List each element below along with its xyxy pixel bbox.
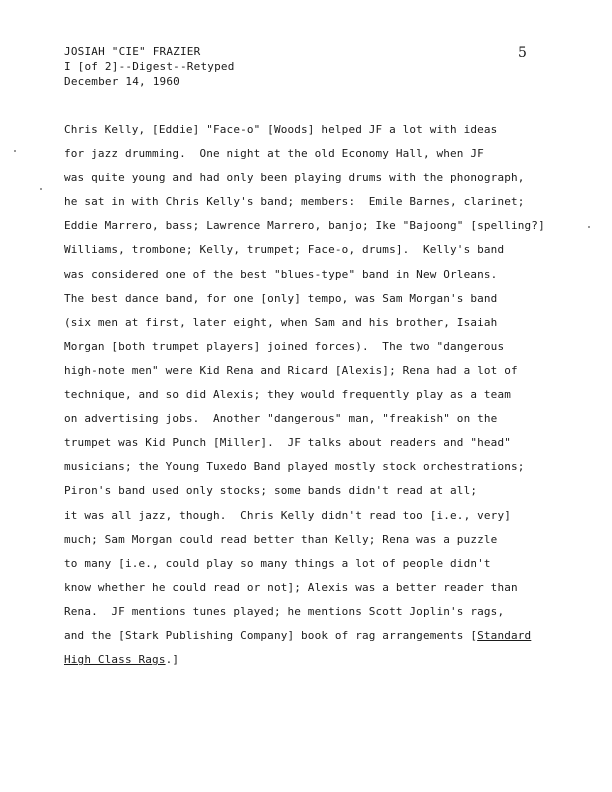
- body-line: for jazz drumming. One night at the old Economy Hall, when JF: [64, 147, 484, 161]
- body-line: he sat in with Chris Kelly's band; members: Emile Barnes, clarinet;: [64, 195, 525, 209]
- underlined-book-title: Standard: [477, 628, 532, 642]
- body-line-text: .]: [165, 653, 180, 667]
- body-line: to many [i.e., could play so many things a lot of people didn't: [64, 556, 491, 570]
- body-line: technique, and so did Alexis; they would frequently play as a team: [64, 388, 511, 402]
- reel-info: I [of 2]--Digest--Retyped: [64, 60, 235, 73]
- body-line: Rena. JF mentions tunes played; he mentions Scott Joplin's rags,: [64, 604, 505, 618]
- body-line-text: and the [Stark Publishing Company] book of rag arrangements [: [64, 628, 478, 642]
- body-line: high-note men" were Kid Rena and Ricard [Alexis]; Rena had a lot of: [64, 363, 518, 377]
- body-line: [64, 624, 584, 648]
- underlined-book-title: High Class Rags: [64, 653, 166, 667]
- body-line: was considered one of the best "blues-type" band in New Orleans.: [64, 267, 498, 281]
- body-line: [64, 648, 584, 672]
- body-line: Morgan [both trumpet players] joined forces). The two "dangerous: [64, 339, 505, 353]
- body-line: know whether he could read or not]; Alexis was a better reader than: [64, 580, 518, 594]
- scan-speck: [40, 188, 42, 190]
- body-line: Piron's band used only stocks; some bands didn't read at all;: [64, 484, 478, 498]
- body-line: much; Sam Morgan could read better than Kelly; Rena was a puzzle: [64, 532, 498, 546]
- document-header: [64, 44, 235, 89]
- scan-speck: [588, 226, 590, 228]
- body-line: The best dance band, for one [only] tempo, was Sam Morgan's band: [64, 291, 498, 305]
- body-line: trumpet was Kid Punch [Miller]. JF talks about readers and "head": [64, 436, 511, 450]
- body-line: musicians; the Young Tuxedo Band played mostly stock orchestrations;: [64, 460, 525, 474]
- body-line: (six men at first, later eight, when Sam and his brother, Isaiah: [64, 315, 498, 329]
- page-number: 5: [518, 45, 527, 61]
- digest-body: [64, 118, 584, 672]
- body-line: Eddie Marrero, bass; Lawrence Marrero, banjo; Ike "Bajoong" [spelling?]: [64, 219, 545, 233]
- interviewee-name: JOSIAH "CIE" FRAZIER: [64, 45, 201, 58]
- body-line: Chris Kelly, [Eddie] "Face-o" [Woods] helped JF a lot with ideas: [64, 123, 498, 136]
- body-line: was quite young and had only been playing drums with the phonograph,: [64, 171, 525, 185]
- body-line: it was all jazz, though. Chris Kelly didn't read too [i.e., very]: [64, 508, 511, 522]
- body-line: on advertising jobs. Another "dangerous" man, "freakish" on the: [64, 412, 498, 426]
- scan-speck: [14, 150, 16, 152]
- body-line: Williams, trombone; Kelly, trumpet; Face-o, drums]. Kelly's band: [64, 243, 505, 257]
- interview-date: December 14, 1960: [64, 75, 180, 88]
